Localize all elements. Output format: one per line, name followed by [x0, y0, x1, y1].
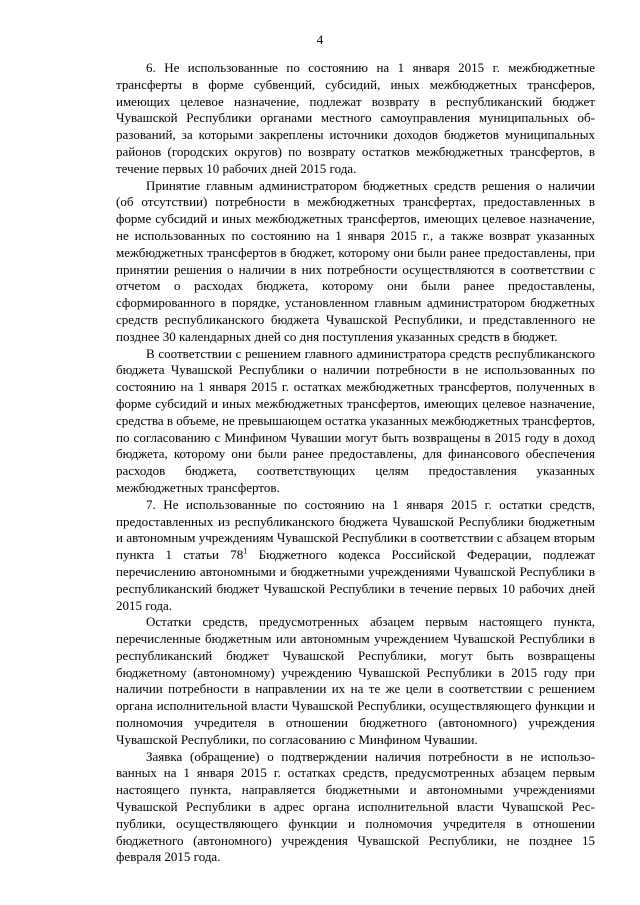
- paragraph-application: Заявка (обращение) о подтверждении наличия потребности в не использованных на 1 января 2015 г. остатках средств, предусмотренных абзацем первым настоящего пункта, направляется бюджетными и автономными учреждениями Чувашской Республики в адрес органа исполнительной власти Чувашской Республики, осуществляющего функции и полномочия учредителя в отношении бюджетного (автономного) учреждения Чувашской Республики, не позднее 15 февраля 2015 года.: [116, 748, 595, 865]
- paragraph-return-of-transfers: В соответствии с решением главного администратора средств республиканского бюджета Чувашской Республики о наличии потребности в не использованных по состоянию на 1 января 2015 г. остатках межбюджетных трансфертов, полученных в форме субсидий и иных межбюджетных трансфертов, имеющих целевое назначение, средства в объеме, не превышающем остатка указанных межбюджетных трансфертов, по согласованию с Минфином Чувашии могут быть возвращены в 2015 году в доход бюджета, которому они были ранее предоставлены, для финансового обеспечения расходов бюджета, соответствующих целям предоставления указанных межбюджетных трансфертов.: [116, 345, 596, 495]
- paragraph-item-6: 6. Не использованные по состоянию на 1 января 2015 г. межбюджетные трансферты в форме субвенций, субсидий, иных межбюджетных трансферов, имеющих целевое назначение, подлежат возврату в республиканский бюджет Чувашской Республики органами местного самоуправления муниципальных образований, за которыми закреплены источники доходов бюджетов муниципальных районов (городских округов) по возврату остатков межбюджетных трансфертов, в течение первых 10 рабочих дней 2015 года.: [116, 60, 595, 176]
- paragraph-remaining-funds: Остатки средств, предусмотренных абзацем первым настоящего пункта, перечисленные бюджетным или автономным учреждением Чувашской Республики в республиканский бюджет Чувашской Республики, могут быть возвращены бюджетному (автономному) учреждению Чувашской Республики в 2015 году при наличии потребности в направлении их на те же цели в соответствии с решением органа исполнительной власти Чувашской Республики, осуществляющего функции и полномочия учредителя в отношении бюджетного (автономного) учреждения Чувашской Республики, по согласованию с Минфином Чувашии.: [116, 614, 595, 747]
- paragraph-item-7-text-before: 7. Не использованные по состоянию на 1 января 2015 г. остатки средств, предоставленных из республиканского бюджета Чувашской Республики бюджетным и автономным учреждениям Чувашской Республики в соответствии с абзацем вторым пункта 1 статьи 78: [116, 496, 595, 563]
- page-number: 4: [316, 32, 324, 47]
- article-superscript: 1: [243, 546, 248, 556]
- paragraph-item-7-text-after: Бюджетного кодекса Российской Федерации, подлежат перечислению автономными и бюджетными учреждениями Чувашской Республики в республиканский бюджет Чувашской Республики в течение первых 10 рабочих дней 2015 года.: [116, 547, 595, 613]
- document-body: [116, 60, 595, 866]
- paragraph-decision-on-need: Принятие главным администратором бюджетных средств решения о наличии (об отсутствии) потребности в межбюджетных трансфертах, предоставленных в форме субсидий и иных межбюджетных трансфертов, имеющих целевое назначение, не использованных по состоянию на 1 января 2015 г., а также возврат указанных межбюджетных трансфертов в бюджет, которому они были ранее предоставлены, при принятии решения о наличии в них потребности осуществляются в соответствии с отчетом о расходах бюджета, которому они были ранее предоставлены, сформированного в порядке, установленном главным администратором бюджетных средств республиканского бюджета Чувашской Республики, и представленного не позднее 30 календарных дней со дня поступления указанных средств в бюджет.: [116, 177, 595, 344]
- paragraph-item-7: [116, 497, 595, 615]
